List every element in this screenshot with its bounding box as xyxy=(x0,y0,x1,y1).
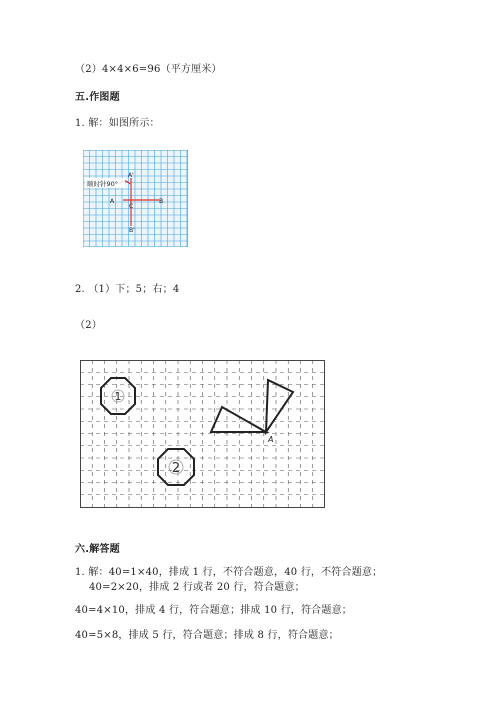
point-b-label: B xyxy=(159,198,164,205)
point-c-label: C xyxy=(129,203,134,210)
solution-line-2: 40=2×20，排成 2 行或者 20 行，符合题意； xyxy=(89,582,305,593)
answer-1-intro: 1. 解：如图所示： xyxy=(75,118,160,129)
octagon-2-label: 2 xyxy=(171,461,181,476)
octagon-1-label: 1 xyxy=(114,390,122,403)
section-heading-solutions: 六.解答题 xyxy=(75,544,120,555)
section-heading-drawing: 五.作图题 xyxy=(75,92,120,103)
answer-2-part-2: （2） xyxy=(75,320,102,331)
point-a-label: A xyxy=(110,198,115,205)
translation-grid-figure xyxy=(80,360,325,508)
solution-line-1: 1. 解：40=1×40，排成 1 行，不符合题意，40 行，不符合题意； xyxy=(75,567,383,578)
solution-line-4: 40=5×8，排成 5 行，符合题意；排成 8 行，符合题意； xyxy=(75,630,339,641)
answer-2-part-1: 2. （1）下；5；右；4 xyxy=(75,284,180,295)
point-a-label-fig2: A xyxy=(268,435,274,444)
triangle-right xyxy=(266,380,293,432)
point-a-prime-label: A' xyxy=(128,172,134,179)
rotate-label: 顺时针90° xyxy=(87,180,119,188)
solution-line-3: 40=4×10，排成 4 行，符合题意；排成 10 行，符合题意； xyxy=(75,605,352,616)
triangle-left xyxy=(211,407,266,432)
answer-line-area: （2）4×4×6=96（平方厘米） xyxy=(75,64,222,75)
point-b-prime-label: B' xyxy=(129,227,135,234)
rotation-grid-figure xyxy=(83,150,188,247)
